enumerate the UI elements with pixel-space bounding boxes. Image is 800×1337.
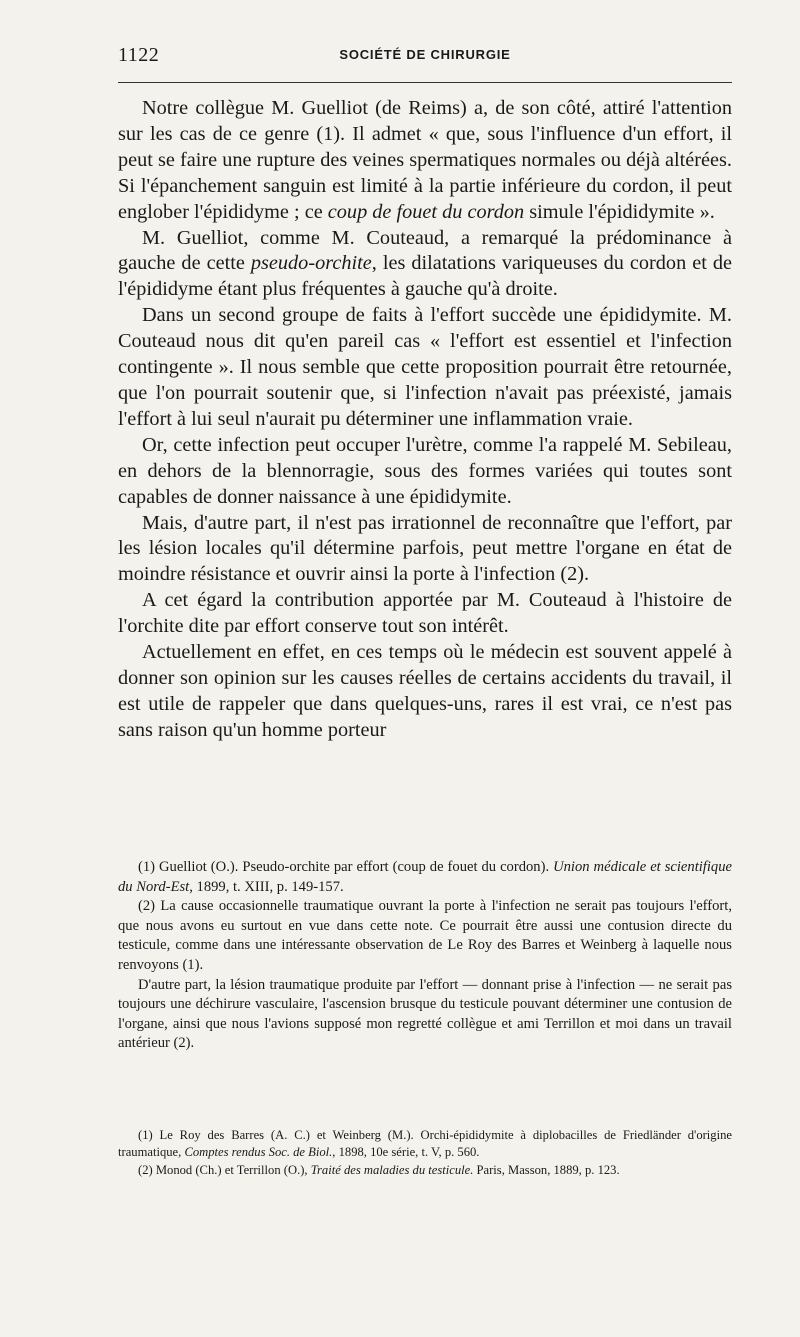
text-span: , 1898, 10e série, t. V, p. 560.	[332, 1145, 480, 1160]
paragraph: Mais, d'autre part, il n'est pas irrationnel de reconnaître que l'effort, par les lésion locales qu'il détermine parfois, peut mettre l'organe en état de moindre résistance et ouvrir ainsi la porte à l'infection (2).	[118, 511, 732, 586]
paragraph: Or, cette infection peut occuper l'urètre, comme l'a rappelé M. Sebileau, en dehors de la blennorragie, sous des formes variées qui toutes sont capables de donner naissance à une épididymite.	[118, 433, 732, 508]
paragraph: Actuellement en effet, en ces temps où le médecin est souvent appelé à donner son opinion sur les causes réelles de certains accidents du travail, il est utile de rappeler que dans quelques-uns, rares il est vrai, ce n'est pas sans raison qu'un homme porteur	[118, 641, 732, 741]
page-number: 1122	[118, 44, 160, 66]
sub-footnotes	[118, 1127, 732, 1179]
paragraph: A cet égard la contribution apportée par M. Couteaud à l'histoire de l'orchite dite par effort conserve tout son intérêt.	[118, 589, 732, 638]
paragraph	[118, 226, 732, 304]
paragraph: Dans un second groupe de faits à l'effort succède une épididymite. M. Couteaud nous dit qu'en pareil cas « l'effort est essentiel et l'infection contingente ». Il nous semble que cette proposition pourrait être retournée, que l'on pourrait soutenir que, si l'infection n'avait pas préexisté, jamais l'effort à lui seul n'aurait pu déterminer une inflammation vraie.	[118, 304, 732, 430]
footnotes	[118, 858, 732, 1054]
text-span: M. Guelliot, comme M. Couteaud, a remarqué la prédominance à gauche de cette	[118, 226, 732, 275]
text-span: , 1899, t. XIII, p. 149-157.	[189, 878, 344, 895]
footnote	[118, 1162, 732, 1179]
italic-span: pseudo-orchite	[250, 252, 372, 275]
italic-span: coup de fouet du cordon	[327, 200, 525, 223]
header-rule	[118, 82, 732, 83]
text-span: (2) Monod (Ch.) et Terrillon (O.),	[138, 1162, 311, 1177]
italic-span: Comptes rendus Soc. de Biol.	[184, 1145, 333, 1160]
footnote: (2) La cause occasionnelle traumatique ouvrant la porte à l'infection ne serait pas toujours l'effort, que nous avons eu surtout en vue dans cette note. Ce pourrait être aussi une contusion directe du testicule, comme dans une intéressante observation de Le Roy des Barres et Weinberg à laquelle nous renvoyons (1).	[118, 898, 732, 973]
text-span: Paris, Masson, 1889, p. 123.	[473, 1162, 620, 1177]
footnote	[118, 858, 732, 897]
text-span: , les dilatations variqueuses du cordon et de l'épididyme étant plus fréquentes à gauche qu'à droite.	[118, 252, 732, 301]
text-span: simule l'épididymite ».	[524, 200, 715, 223]
page-header	[118, 44, 732, 68]
text-span: Notre collègue M. Guelliot (de Reims) a, de son côté, attiré l'attention sur les cas de ce genre (1). Il admet « que, sous l'influence d'un effort, il peut se faire une rupture des veines spermatiques normales ou déjà altérées. Si l'épanchement sanguin est limité à la partie inférieure du cordon, il peut englober l'épididyme ; ce	[118, 97, 732, 223]
running-title: SOCIÉTÉ DE CHIRURGIE	[339, 47, 511, 62]
footnote	[118, 1127, 732, 1162]
italic-span: Traité des maladies du testicule.	[310, 1162, 474, 1177]
italic-span: Union médicale et scientifique du Nord-Est	[118, 859, 732, 895]
footnote: D'autre part, la lésion traumatique produite par l'effort — donnant prise à l'infection — ne serait pas toujours une déchirure vasculaire, l'ascension brusque du testicule pouvant déterminer une contusion de l'organe, ainsi que nous l'avions supposé mon regretté collègue et ami Terrillon et moi dans un travail antérieur (2).	[118, 976, 732, 1052]
text-span: (1) Le Roy des Barres (A. C.) et Weinberg (M.). Orchi-épididymite à diplobacilles de Friedländer d'origine traumatique,	[118, 1128, 732, 1160]
main-text	[118, 96, 732, 744]
text-span: (1) Guelliot (O.). Pseudo-orchite par effort (coup de fouet du cordon).	[138, 859, 554, 875]
paragraph	[118, 96, 732, 226]
